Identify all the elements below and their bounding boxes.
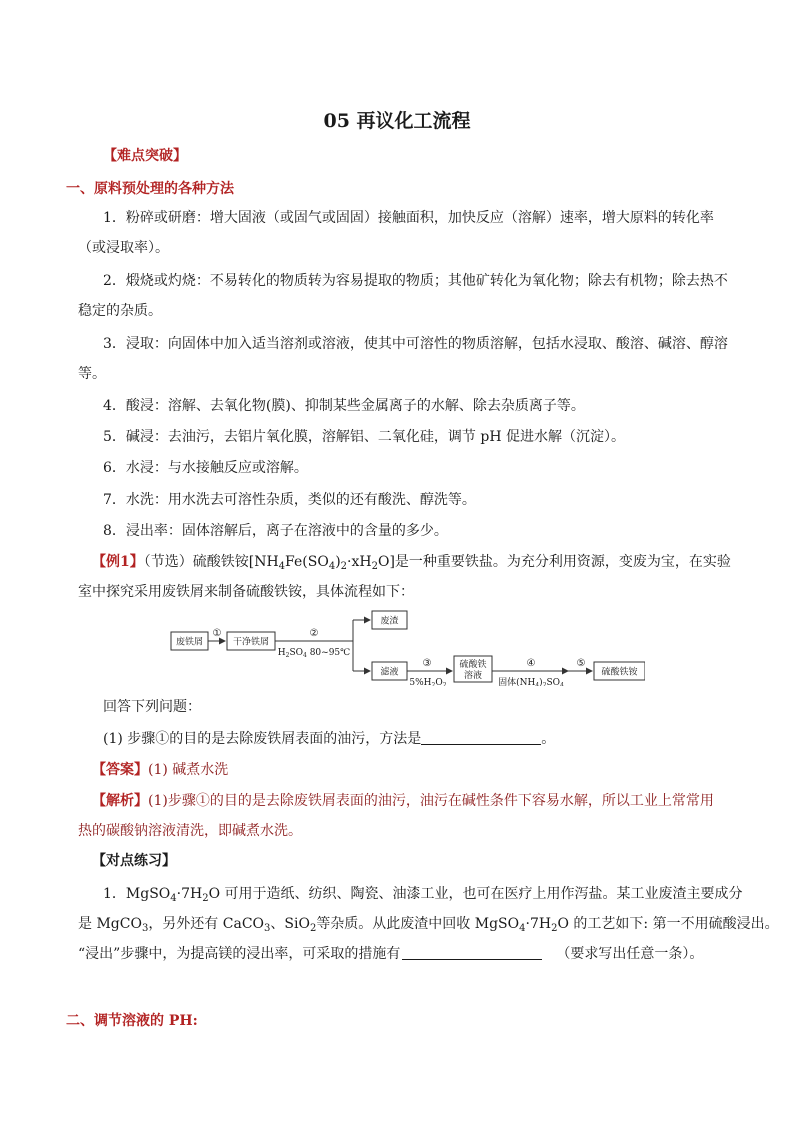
analysis-tag: 【解析】 xyxy=(92,793,148,809)
analysis-line-1: 【解析】(1)步骤①的目的是去除废铁屑表面的油污，油污在碱性条件下容易水解，所以工业上常常用 xyxy=(92,793,714,809)
answer-text: (1) 碱煮水洗 xyxy=(148,762,229,778)
practice-line-3: “浸出”步骤中，为提高镁的浸出率，可采取的措施有 （要求写出任意一条）。 xyxy=(78,946,704,962)
example-1-line-2: 室中探究采用废铁屑来制备硫酸铁铵，具体流程如下： xyxy=(78,584,414,600)
answer-tag: 【答案】 xyxy=(92,762,148,778)
practice-line-1: 1．$MgSO_4\cdot 7H_2O$ 可用于造纸、纺织、陶瓷、油漆工业，也可在医疗上用作泻盐。某工业废渣主要成分 xyxy=(103,886,743,904)
box-filtrate-label: 滤液 xyxy=(380,667,399,678)
practice-tag: 【对点练习】 xyxy=(92,853,176,869)
question-1: (1) 步骤①的目的是去除废铁屑表面的油污，方法是 。 xyxy=(103,731,556,747)
method-4: 4．酸浸：溶解、去氧化物(膜)、抑制某些金属离子的水解、除去杂质离子等。 xyxy=(103,398,585,414)
section-1-title: 一、原料预处理的各种方法 xyxy=(66,181,234,197)
step-1-label: ① xyxy=(212,628,222,639)
process-flow-diagram xyxy=(165,606,645,686)
question-intro: 回答下列问题： xyxy=(103,699,201,715)
answer-blank-1[interactable] xyxy=(421,730,541,745)
method-3-line-1: 3．浸取：向固体中加入适当溶剂或溶液，使其中可溶性的物质溶解，包括水浸取、酸溶、碱溶、醇溶 xyxy=(103,336,728,352)
section-2-title: 二、调节溶液的 PH: xyxy=(66,1013,198,1029)
step-4-label: ④ xyxy=(526,658,536,669)
method-1-line-2: （或浸取率）。 xyxy=(78,240,169,256)
practice-line-2: 是 MgCO$_3$，另外还有 CaCO$_3$、SiO$_2$等杂质。从此废渣中回收 $MgSO_4\cdot 7H_2O$ 的工艺如下: 第一不用硫酸浸出。 xyxy=(78,916,779,934)
step-5-label: ⑤ xyxy=(576,658,586,669)
method-8: 8．浸出率：固体溶解后，离子在溶液中的含量的多少。 xyxy=(103,523,448,539)
step-2-condition: $H_2SO_4$ 80~95℃ xyxy=(277,648,351,659)
analysis-line-2: 热的碳酸钠溶液清洗，即碱煮水洗。 xyxy=(78,823,302,839)
example-tag: 【例1】 xyxy=(92,554,144,570)
step-3-condition: $5\%H_2O_2$ xyxy=(409,678,447,686)
step-2-label: ② xyxy=(309,628,319,639)
box-ferrous-label-1: 硫酸铁 xyxy=(459,660,487,670)
box-clean-iron-label: 干净铁屑 xyxy=(232,637,270,648)
method-1-line-1: 1．粉碎或研磨：增大固液（或固气或固固）接触面积，加快反应（溶解）速率，增大原料的转化率 xyxy=(103,210,714,226)
nandian-tag: 【难点突破】 xyxy=(103,148,187,164)
method-2-line-2: 稳定的杂质。 xyxy=(78,303,162,319)
page-title: 05 再议化工流程 xyxy=(323,110,471,132)
answer-blank-2[interactable] xyxy=(402,945,542,960)
method-2-line-1: 2．煅烧或灼烧：不易转化的物质转为容易提取的物质；其他矿转化为氧化物；除去有机物；除去热不 xyxy=(103,273,728,289)
step-3-label: ③ xyxy=(422,658,432,669)
method-7: 7．水洗：用水洗去可溶性杂质，类似的还有酸洗、醇洗等。 xyxy=(103,492,476,508)
box-ferrous-label-2: 溶液 xyxy=(463,671,483,681)
step-4-condition: 固体$(NH_4)_2SO_4$ xyxy=(498,678,564,686)
example-1-line-1: 【例1】（节选）硫酸铁铵$[NH_4Fe(SO_4)_2\cdot xH_2O]$是一种重要铁盐。为充分利用资源，变废为宝，在实验 xyxy=(92,554,731,572)
box-product-label: 硫酸铁铵 xyxy=(601,667,638,678)
method-6: 6．水浸：与水接触反应或溶解。 xyxy=(103,460,308,476)
answer-line xyxy=(92,760,228,780)
method-3-line-2: 等。 xyxy=(78,366,106,382)
method-5: 5．碱浸：去油污，去铝片氧化膜，溶解铝、二氧化硅，调节 pH 促进水解（沉淀）。 xyxy=(103,429,625,445)
box-residue-label: 废渣 xyxy=(380,616,399,627)
box-waste-iron-label: 废铁屑 xyxy=(175,637,204,648)
